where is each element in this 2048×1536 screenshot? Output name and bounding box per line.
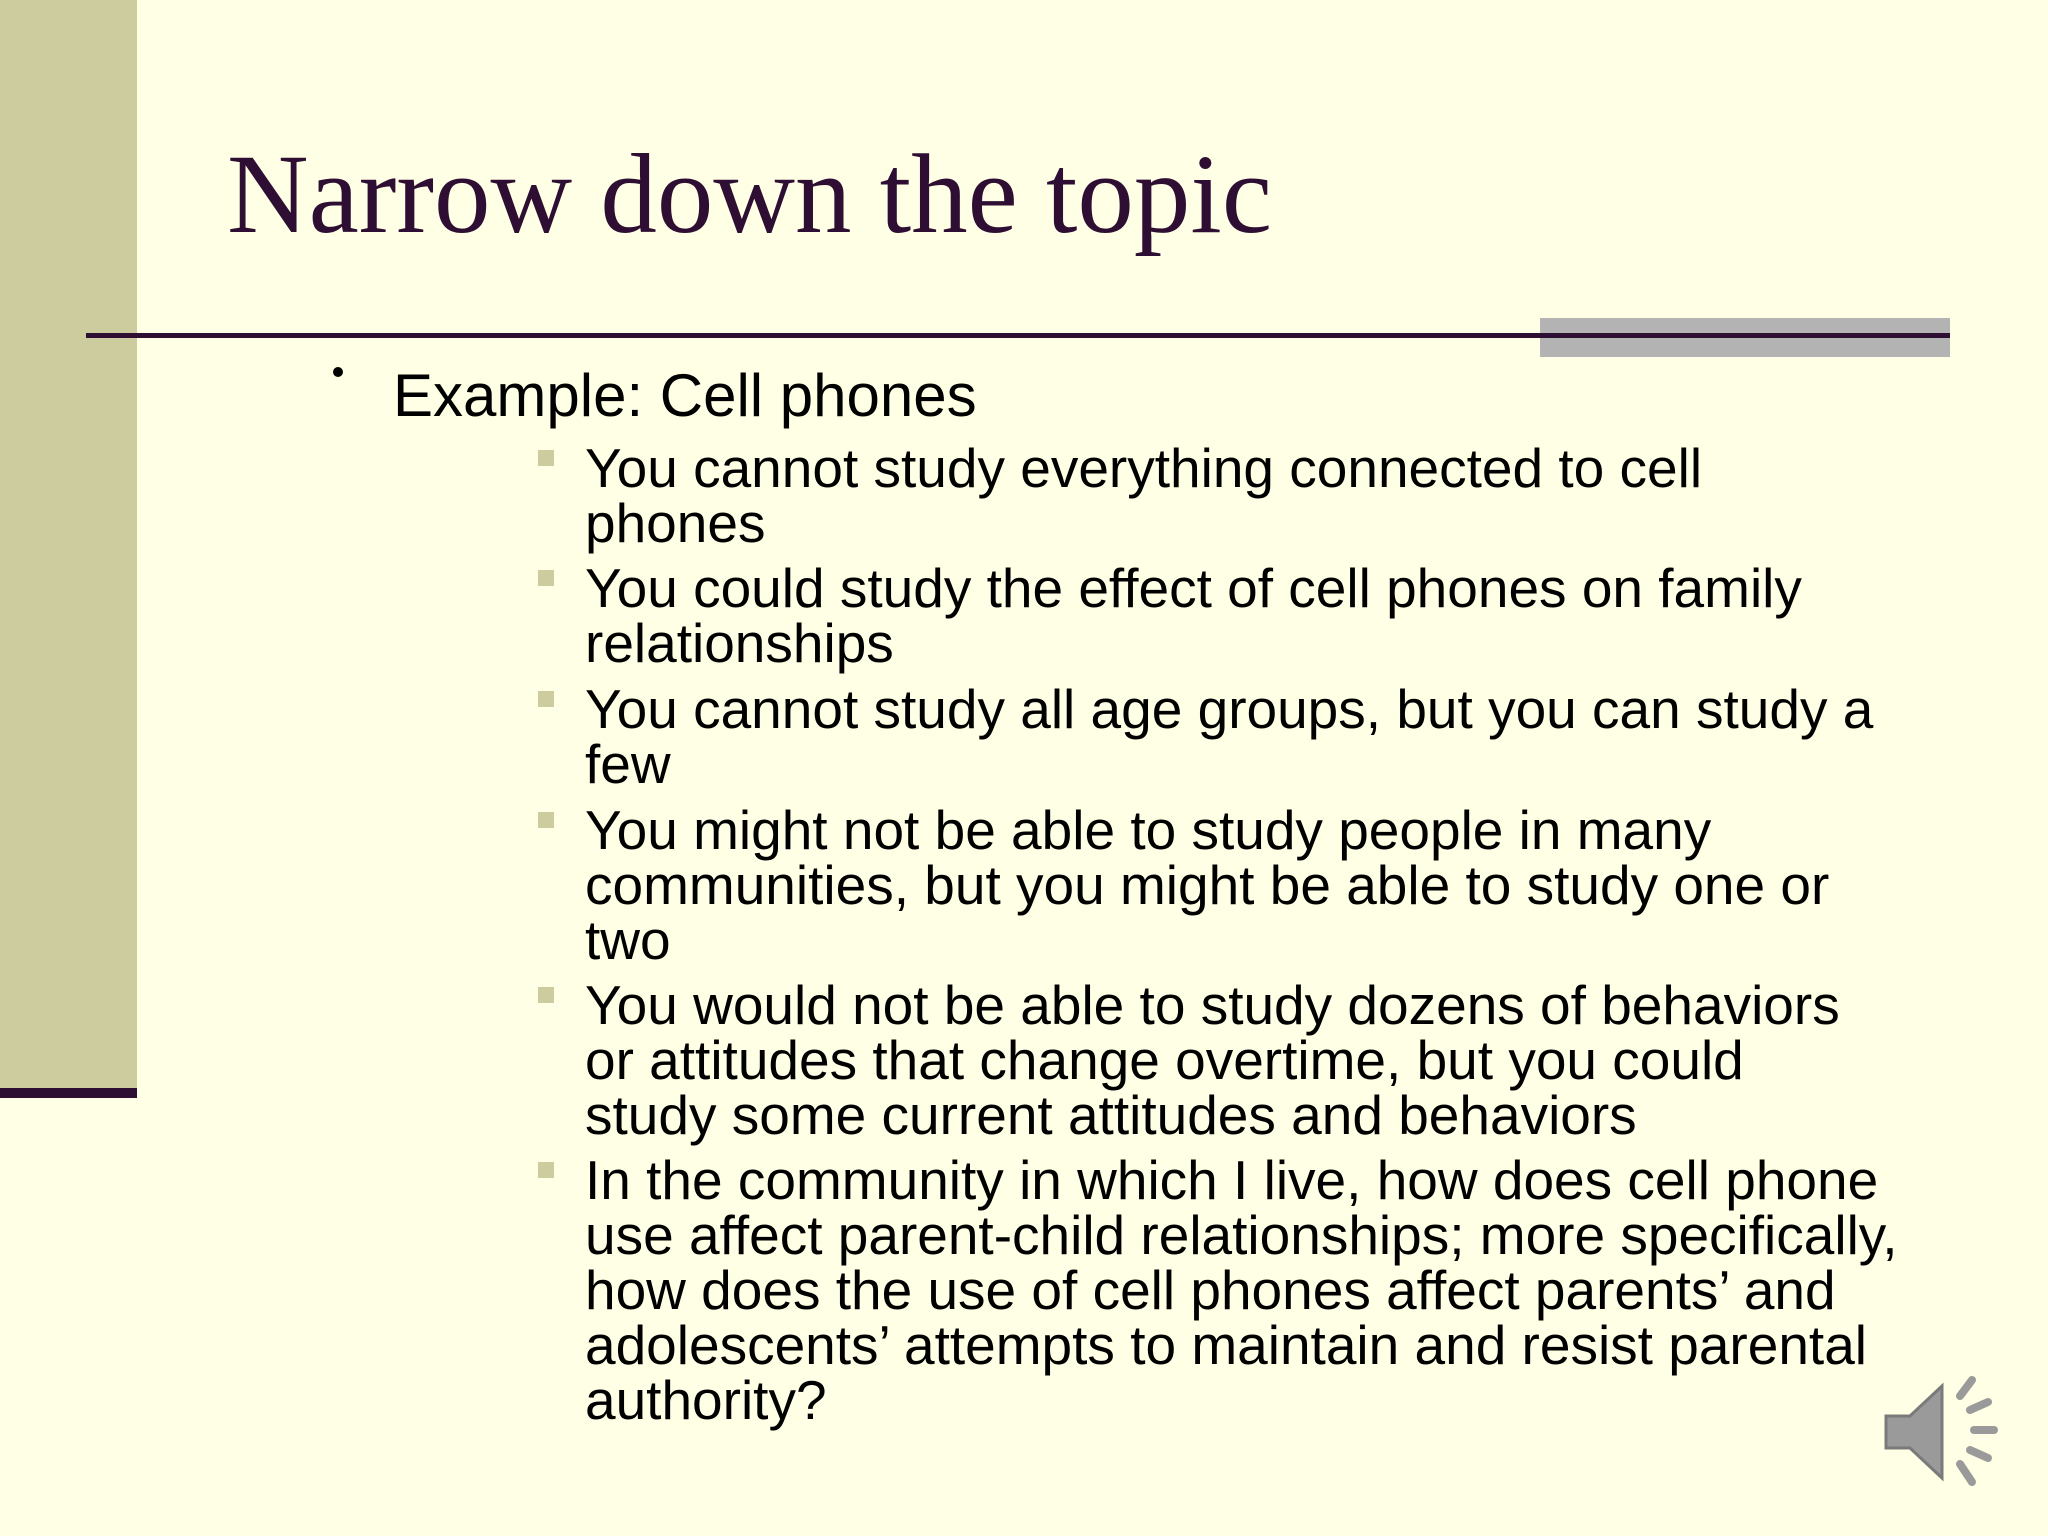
speaker-icon[interactable]: [1880, 1372, 2018, 1492]
sub-bullet-marker: [538, 1162, 554, 1178]
sub-bullet-marker: [538, 987, 554, 1003]
sub-bullet-text: You might not be able to study people in many communities, but you might be able to study one or two: [585, 799, 1830, 971]
sub-bullet-text: You cannot study everything connected to cell phones: [585, 437, 1703, 554]
sub-bullet-marker: [538, 570, 554, 586]
sub-bullet-text: You cannot study all age groups, but you can study a few: [585, 678, 1874, 795]
left-accent-band: [0, 0, 137, 1092]
title-rule: [86, 333, 1950, 338]
sub-bullet-marker: [538, 450, 554, 466]
sub-bullet-marker: [538, 812, 554, 828]
slide-title: Narrow down the topic: [227, 132, 1272, 257]
sub-bullet-text: You would not be able to study dozens of behaviors or attitudes that change overtime, but you could study some current attitudes and behaviors: [585, 974, 1840, 1146]
bullet-dot: [333, 367, 343, 377]
sub-bullet-text: You could study the effect of cell phones on family relationships: [585, 557, 1802, 674]
sub-bullet-marker: [538, 691, 554, 707]
bullet-text: Example: Cell phones: [393, 362, 977, 429]
left-accent-band-base: [0, 1088, 137, 1098]
sub-bullet-text: In the community in which I live, how does cell phone use affect parent-child relationships; more specifically, how does the use of cell phones affect parents’ and adolescents’ attempts to maintain and resist parental authority?: [585, 1149, 1898, 1431]
